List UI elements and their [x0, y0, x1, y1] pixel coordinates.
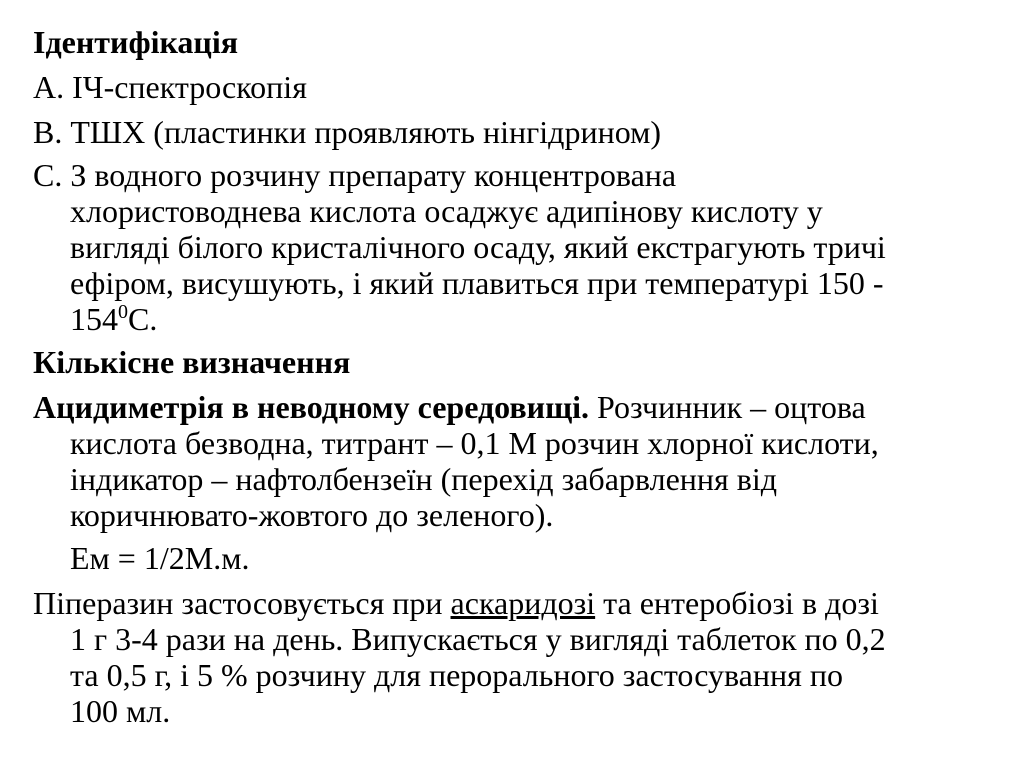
method-first-line [33, 389, 866, 425]
identification-item-a: А. ІЧ-спектроскопія [33, 69, 307, 105]
melting-point-unit: С. [128, 301, 158, 337]
identification-item-c-last-line [70, 301, 157, 342]
degree-superscript: 0 [118, 301, 128, 323]
usage-suffix: та ентеробіозі в дозі [595, 585, 879, 621]
identification-item-c-line: вигляді білого кристалічного осаду, який екстрагують тричі [70, 229, 886, 265]
usage-line: 1 г 3-4 рази на день. Випускається у вигляді таблеток по 0,2 [70, 621, 886, 657]
melting-point-value: 154 [70, 301, 118, 337]
identification-item-c-line: С. З водного розчину препарату концентрована [33, 157, 677, 193]
identification-heading: Ідентифікація [33, 24, 239, 60]
identification-item-b: В. ТШХ (пластинки проявляють нінгідрином) [33, 114, 661, 150]
usage-line: 100 мл. [70, 693, 171, 729]
usage-underlined-term: аскаридозі [450, 585, 596, 621]
identification-item-c-line: хлористоводнева кислота осаджує адипінову кислоту у [70, 193, 823, 229]
usage-first-line [33, 585, 879, 621]
identification-item-c-line: ефіром, висушують, і який плавиться при температурі 150 - [70, 265, 884, 301]
quantitative-heading: Кількісне визначення [33, 344, 351, 380]
method-description: Розчинник – оцтова [588, 389, 866, 425]
usage-prefix: Піперазин застосовується при [33, 585, 451, 621]
method-line: кислота безводна, титрант – 0,1 М розчин хлорної кислоти, [70, 425, 879, 461]
method-name: Ацидиметрія в неводному середовищі. [33, 389, 589, 425]
method-line: індикатор – нафтолбензеїн (перехід забарвлення від [70, 461, 778, 497]
method-line: коричнювато-жовтого до зеленого). [70, 497, 554, 533]
equivalent-mass: Ем = 1/2М.м. [70, 540, 250, 576]
usage-line: та 0,5 г, і 5 % розчину для перорального застосування по [70, 657, 843, 693]
